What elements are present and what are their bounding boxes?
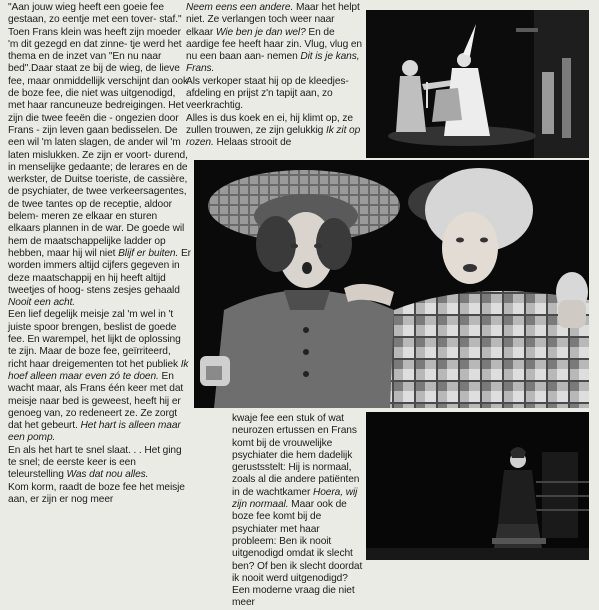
text-fragment: Daar staat ze bij de wieg, de lieve fee, maar onmiddellijk verschijnt dan ook de boze fee, die niet was uitgenodigd, met haar rancuneuze bedreigingen. Het zijn die twee feeën die - ongezien door Frans - zijn leven gaan bedisselen. De een wil 'm laten slagen, de ander wil 'm laten mislukken. Ze zijn er voort- durend, in menselijke gedaante; de lerares en de werkster, de Duitse toeriste, de cassière, de psychiater, de twee verkeersagentes, de twee tantes op de receptie, aldoor belem- meren ze elkaar en sturen elkaars plannen in de war. De goede wil hem de maatschappelijke ladder op hebben, maar hij wil niet — [8, 63, 188, 259]
text-fragment: Kom korm, raadt de boze fee het meisje aan, er zijn er nog meer — [8, 481, 185, 505]
quote-fragment: Ik hoef alleen maar even zó te doen. — [8, 358, 189, 382]
quote-fragment: Hoera, wij zijn normaal. — [232, 486, 358, 511]
quote-fragment: Wie ben je dan wel? — [215, 26, 306, 38]
text-fragment: En wacht maar, als Frans één keer met dat meisje naar bed is geweest, heeft hij er genoeg van, zo redeneert ze. Ze zorgt dat het gebeurt. — [8, 370, 184, 432]
column-text — [232, 413, 364, 610]
text-fragment: Er worden immers altijd cijfers gegeven in deze maatschappij en hij heeft altijd tweetjes of hoog- stens zesjes gehaald — [8, 247, 191, 296]
article-column-left — [8, 2, 191, 506]
column-text — [186, 2, 364, 150]
text-fragment: En als het hart te snel slaat. . . Het ging te snel; de eerste keer is een teleurstelling — [8, 444, 182, 481]
quote-fragment: Nooit een acht. — [8, 297, 76, 309]
text-fragment: Maar het helpt niet. Ze verlangen toch weer naar elkaar — [186, 2, 360, 38]
column-text — [8, 2, 191, 506]
text-fragment: "Aan jouw wieg heeft een goeie fee gestaan, zo eentje met een tover- staf." Toen Frans klein was heeft zijn moeder 'm dit gezegd en dat zinne- tje werd het thema en de inzet van "En nu naar bed". — [8, 2, 182, 75]
quote-fragment: Het hart is alleen maar een pomp. — [8, 420, 181, 444]
quote-fragment: Neem eens een andere. — [186, 2, 294, 13]
quote-fragment: Ik zit op rozen. — [186, 124, 361, 149]
text-fragment: Helaas strooit de — [213, 137, 292, 149]
article-column-middle-top — [186, 2, 364, 150]
text-fragment: En de aardige fee heeft haar zin. Vlug, vlug en nu een baan aan- nemen — [186, 26, 363, 63]
quote-fragment: Blijf er buiten. — [118, 247, 179, 259]
text-fragment: kwaje fee een stuk of wat neurozen ertussen en Frans komt bij de vrouwelijke psychiater die hem dadelijk gerustsstelt: Hij is normaal, zoals al die andere patiënten in de wachtkamer — [232, 413, 360, 498]
quote-fragment: Dit is je kans, Frans. — [186, 51, 360, 75]
text-fragment: Maar ook de boze fee komt bij de psychiater met haar probleem: Ben ik nooit uitgenodigd omdat ik slecht ben? Of ben ik slecht doordat ik nooit werd uitgenodigd? Een moderne vraag die niet meer — [232, 499, 363, 609]
text-fragment: Een lief degelijk meisje zal 'm wel in 't juiste spoor brengen, beslist de goede fee. En warempel, het lijkt de oplossing te zijn. Maar de boze fee, geïrriteerd, richt haar dreigementen tot het publiek — [8, 309, 181, 370]
stage-photo-two-fairies — [366, 10, 589, 158]
article-column-bottom-middle — [232, 413, 364, 610]
stage-photo-two-actresses — [194, 160, 589, 408]
stage-photo-woman-seated — [366, 412, 589, 560]
quote-fragment: Was dat nou alles. — [66, 469, 149, 481]
text-fragment: Als verkoper staat hij op de kleedjes- afdeling en prijst z'n tapijt aan, zo veerkrachtig. Alles is dus koek en ei, hij klimt op, ze zullen trouwen, ze zijn gelukkig — [186, 75, 353, 136]
